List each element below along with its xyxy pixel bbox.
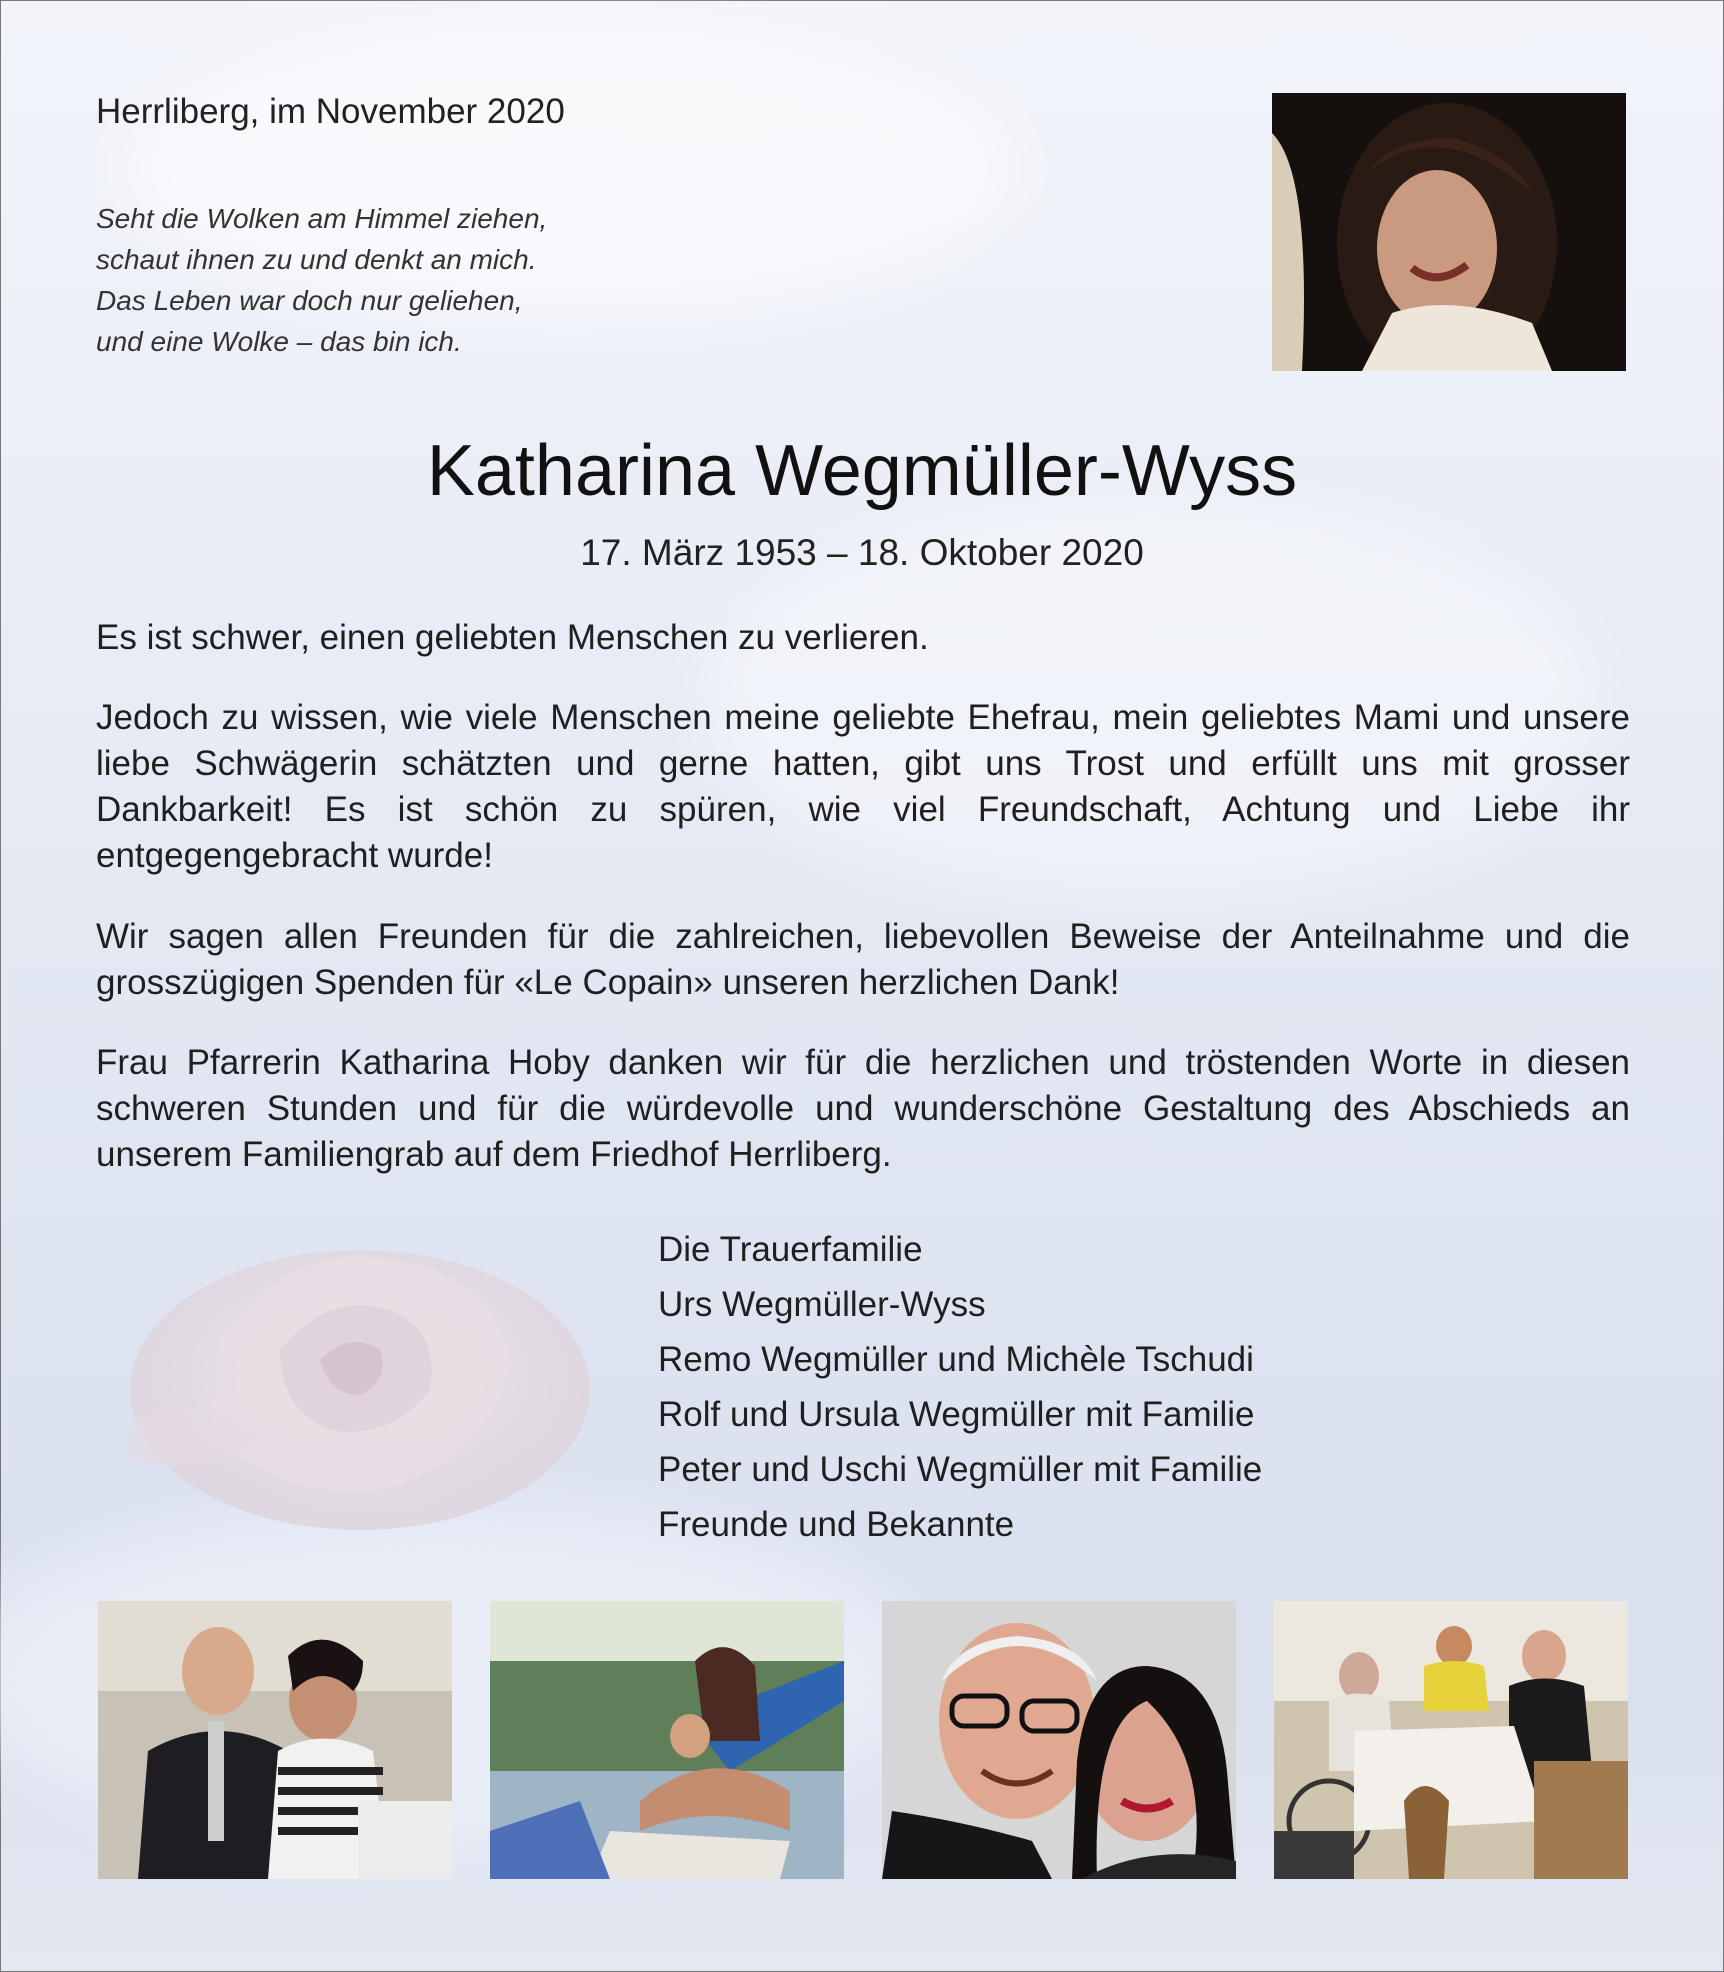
photo-dinner-table bbox=[1274, 1601, 1628, 1879]
place-date: Herrliberg, im November 2020 bbox=[96, 92, 565, 131]
paragraph: Wir sagen allen Freunden für die zahlreichen, liebevollen Beweise der Anteilnahme und die grosszügigen Spenden für «Le Copain» unseren herzlichen Dank! bbox=[96, 917, 1630, 1002]
family-line: Die Trauerfamilie bbox=[658, 1230, 923, 1269]
paragraph: Frau Pfarrerin Katharina Hoby danken wir für die herzlichen und tröstenden Worte in diesen schweren Stunden und für die würdevolle und wunderschöne Gestaltung des Abschieds an unserem Familiengrab auf dem Friedhof Herrliberg. bbox=[96, 1043, 1630, 1174]
life-dates: 17. März 1953 – 18. Oktober 2020 bbox=[580, 532, 1144, 573]
poem-line: schaut ihnen zu und denkt an mich. bbox=[96, 244, 537, 275]
poem-line: Das Leben war doch nur geliehen, bbox=[96, 285, 523, 316]
deceased-name: Katharina Wegmüller-Wyss bbox=[426, 431, 1298, 511]
poem-line: und eine Wolke – das bin ich. bbox=[96, 326, 462, 357]
paragraph: Jedoch zu wissen, wie viele Menschen meine geliebte Ehefrau, mein geliebtes Mami und unsere liebe Schwägerin schätzten und gerne hatten, gibt uns Trost und erfüllt uns mit grosser Dankbarkeit! Es ist schön zu spüren, wie viel Freundschaft, Achtung und Liebe ihr entgegengebracht wurde! bbox=[96, 698, 1630, 875]
family-line: Remo Wegmüller und Michèle Tschudi bbox=[658, 1340, 1254, 1379]
poem-line: Seht die Wolken am Himmel ziehen, bbox=[96, 203, 548, 234]
family-line: Urs Wegmüller-Wyss bbox=[658, 1285, 986, 1324]
portrait-photo bbox=[1272, 93, 1626, 371]
family-signatures bbox=[658, 1222, 1262, 1552]
photo-couple-closeup bbox=[882, 1601, 1236, 1879]
family-line: Freunde und Bekannte bbox=[658, 1505, 1015, 1544]
photo-couple-table bbox=[98, 1601, 452, 1879]
rose-illustration bbox=[90, 1200, 630, 1560]
photo-pool-children bbox=[490, 1601, 844, 1879]
family-line: Peter und Uschi Wegmüller mit Familie bbox=[658, 1450, 1263, 1489]
family-line: Rolf und Ursula Wegmüller mit Familie bbox=[658, 1395, 1255, 1434]
poem bbox=[96, 198, 547, 362]
paragraph: Es ist schwer, einen geliebten Menschen zu verlieren. bbox=[96, 618, 929, 657]
